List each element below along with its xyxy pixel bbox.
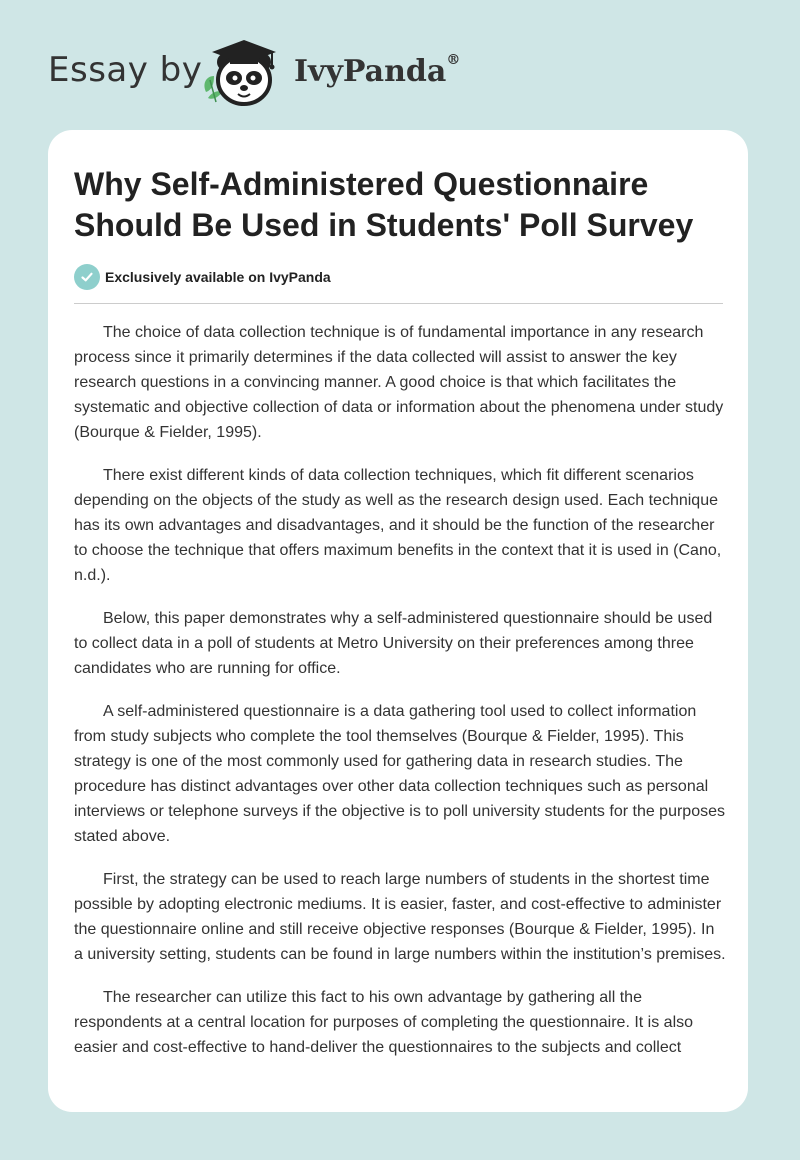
- paragraph: Below, this paper demonstrates why a self-administered questionnaire should be used to collect data in a poll of students at Metro University on their preferences among three candidates who are running for office.: [74, 610, 713, 677]
- exclusive-label: Exclusively available on IvyPanda: [105, 269, 331, 285]
- paragraph: The choice of data collection technique is of fundamental importance in any research process since it primarily determines if the data collected will assist to answer the key research questions in a convincing manner. A good choice is that which facilitates the systematic and objective collection of data or information about the phenomena under study (Bourque & Fielder, 1995).: [74, 324, 724, 441]
- brand-name-text: IvyPanda: [294, 54, 447, 89]
- paragraph: A self-administered questionnaire is a data gathering tool used to collect information from study subjects who complete the tool themselves (Bourque & Fielder, 1995). This strategy is one of the most commonly used for gathering data in research studies. The procedure has distinct advantages over other data collection techniques such as personal interviews or telephone surveys if the objective is to poll university students for the purposes stated above.: [74, 703, 725, 845]
- check-circle-icon: [74, 264, 100, 290]
- divider: [74, 303, 723, 304]
- site-header: [0, 0, 800, 130]
- essay-card: [48, 130, 748, 1112]
- essay-by-label: Essay by: [48, 50, 203, 90]
- paragraph: There exist different kinds of data collection techniques, which fit different scenarios depending on the objects of the study as well as the research design used. Each technique has its own advantages and disadvantages, and it should be the function of the researcher to choose the technique that offers maximum benefits in the context that it is used in (Cano, n.d.).: [74, 467, 722, 584]
- panda-graduate-logo-icon[interactable]: [200, 36, 286, 108]
- exclusive-badge: [74, 264, 331, 290]
- brand-name[interactable]: [294, 54, 460, 89]
- page-title: Why Self-Administered Questionnaire Should Be Used in Students' Poll Survey: [74, 166, 694, 243]
- paragraph: First, the strategy can be used to reach large numbers of students in the shortest time possible by adopting electronic mediums. It is easier, faster, and cost-effective to administer the questionnaire online and still receive objective responses (Bourque & Fielder, 1995). In a university setting, students can be found in large numbers within the institution’s premises.: [74, 871, 726, 963]
- paragraph: The researcher can utilize this fact to his own advantage by gathering all the respondents at a central location for purposes of completing the questionnaire. It is also easier and cost-effective to hand-deliver the questionnaires to the subjects and collect: [74, 989, 694, 1056]
- registered-mark: ®: [446, 52, 461, 68]
- essay-body: [74, 320, 726, 1078]
